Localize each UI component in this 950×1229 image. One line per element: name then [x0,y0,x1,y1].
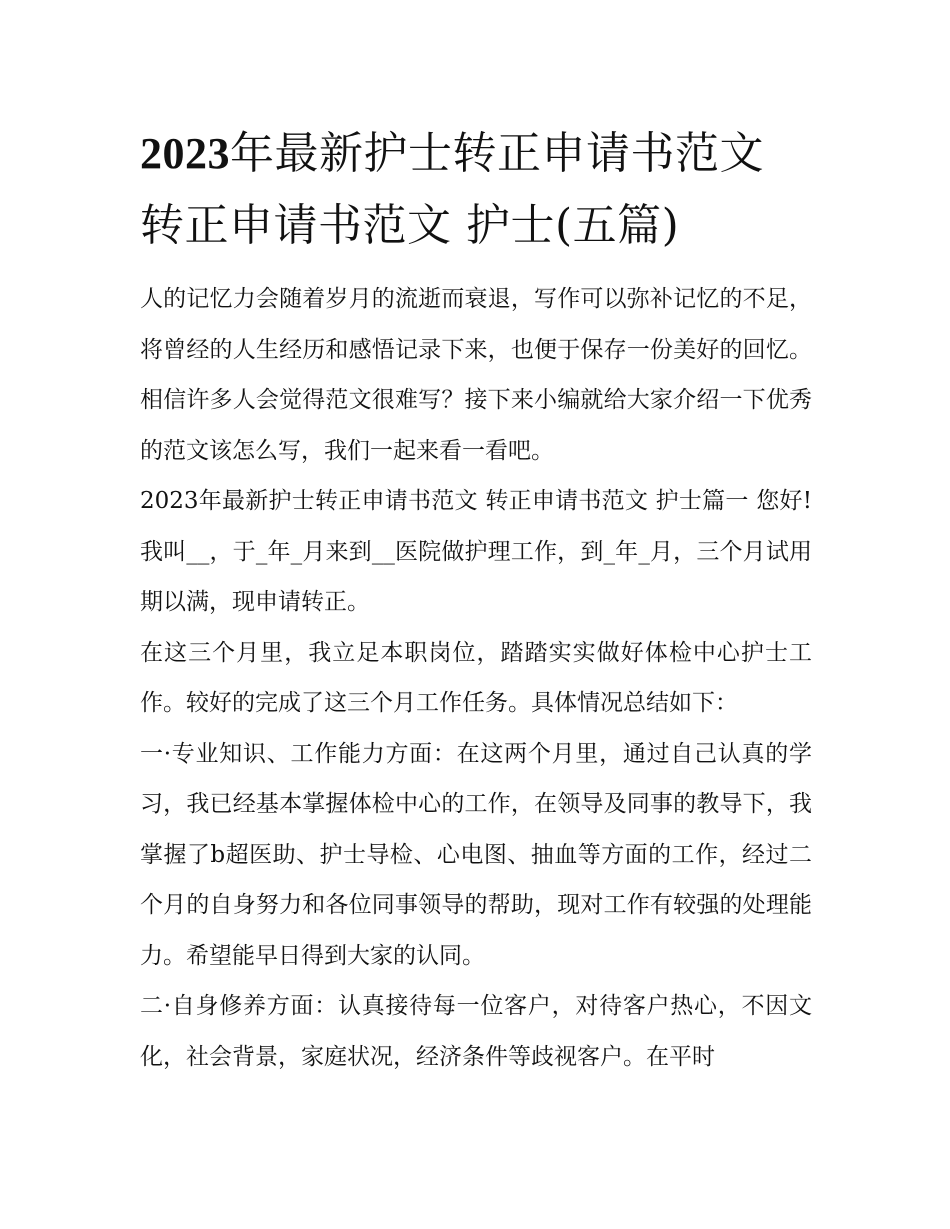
document-body [140,118,812,1082]
paragraph-section-two: 二·自身修养方面：认真接待每一位客户，对待客户热心，不因文化，社会背景，家庭状况，经济条件等歧视客户。在平时 [140,993,812,1070]
title-year: 2023 [140,129,230,178]
paragraph-section-one: 一·专业知识、工作能力方面：在这两个月里，通过自己认真的学习，我已经基本掌握体检中心的工作，在领导及同事的教导下，我掌握了b超医助、护士导检、心电图、抽血等方面的工作，经过二个月的自身努力和各位同事领导的帮助，现对工作有较强的处理能力。希望能早日得到大家的认同。 [140,740,812,969]
paragraph-summary-intro: 在这三个月里，我立足本职岗位，踏踏实实做好体检中心护士工作。较好的完成了这三个月工作任务。具体情况总结如下： [140,639,812,716]
title-text: 年最新护士转正申请书范文 转正申请书范文 护士(五篇) [140,128,764,251]
paragraph-greeting: 2023年最新护士转正申请书范文 转正申请书范文 护士篇一 您好! 我叫__，于_年_月来到__医院做护理工作，到_年_月，三个月试用期以满，现申请转正。 [140,488,812,615]
document-title [140,118,812,262]
paragraph-intro: 人的记忆力会随着岁月的流逝而衰退，写作可以弥补记忆的不足，将曾经的人生经历和感悟记录下来，也便于保存一份美好的回忆。相信许多人会觉得范文很难写？接下来小编就给大家介绍一下优秀的范文该怎么写，我们一起来看一看吧。 [140,286,812,464]
